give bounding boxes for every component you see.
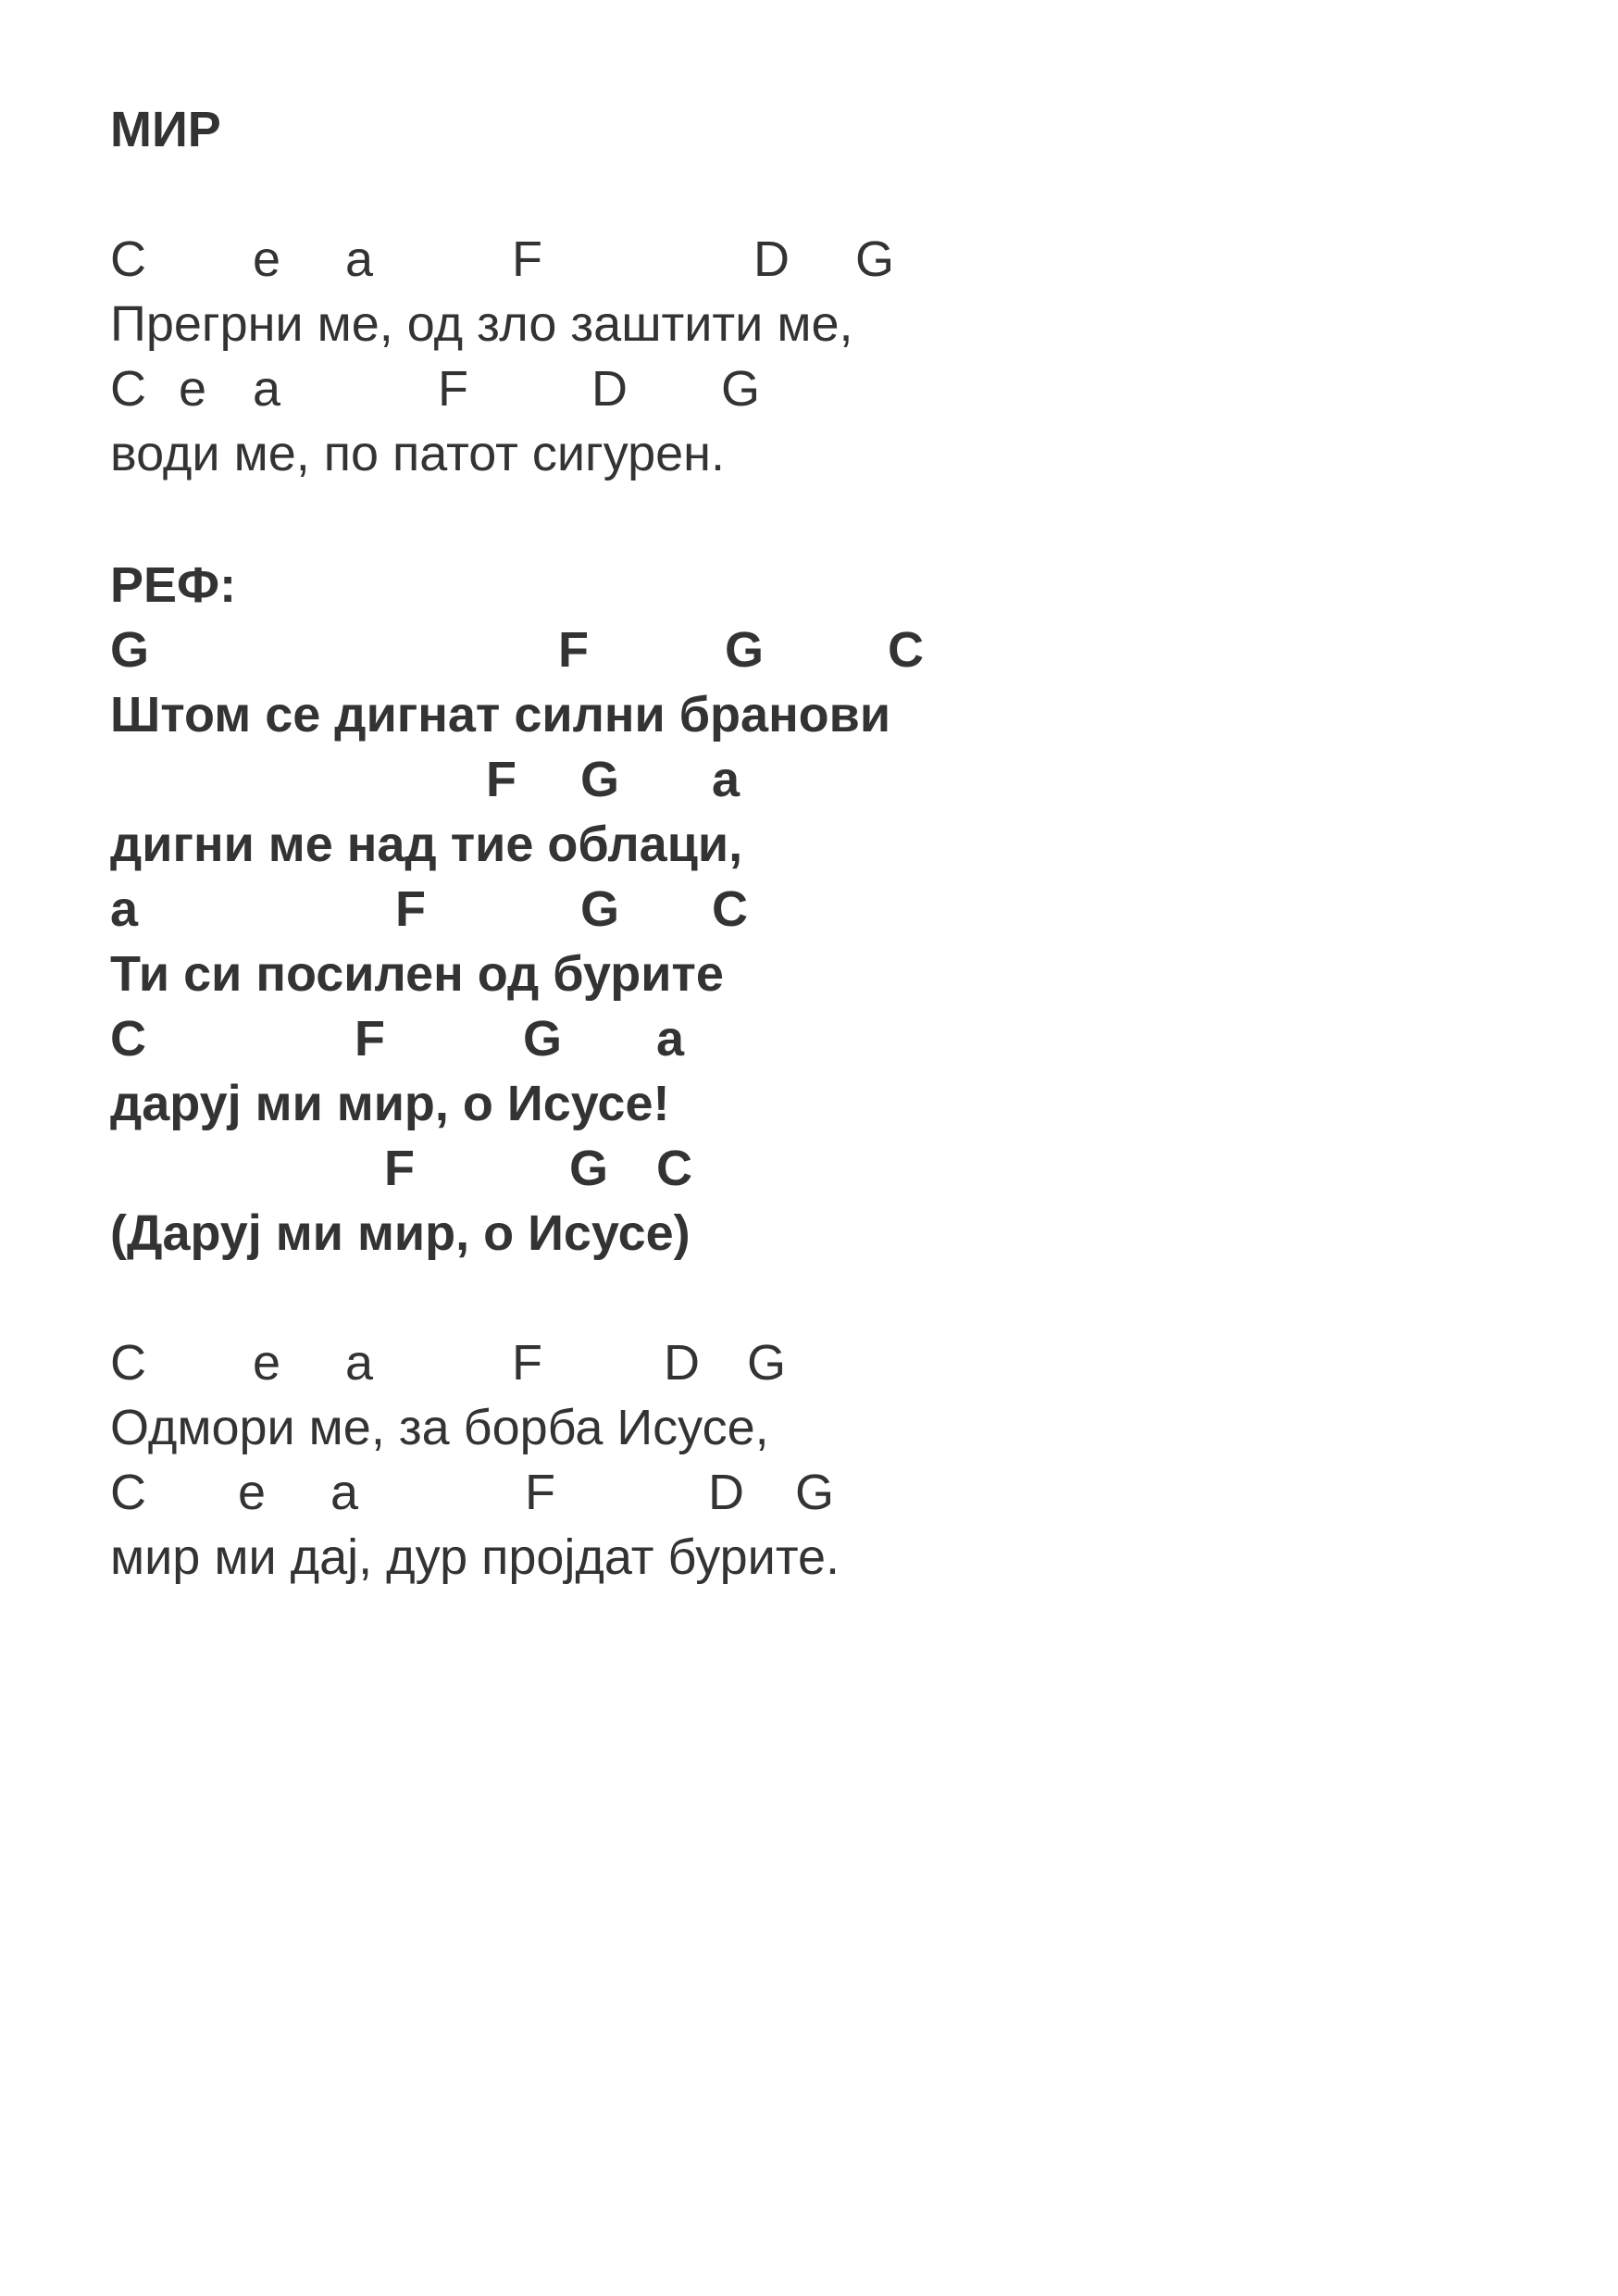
refrain-label: РЕФ:	[110, 557, 237, 613]
refrain-lyric-line-3: Ти си посилен од бурите	[110, 946, 724, 1002]
refrain-lyric-line-4: даруј ми мир, о Исусе!	[110, 1076, 670, 1131]
chord: C	[110, 1465, 146, 1520]
verse1-chord-line-2	[110, 356, 761, 421]
refrain-chord-line-1	[110, 618, 924, 682]
chord: D	[753, 231, 790, 287]
song-title: МИР	[110, 102, 221, 157]
chord: D	[591, 361, 628, 417]
verse1-lyric-line-2: води ме, по патот сигурен.	[110, 426, 725, 481]
chord: G	[855, 231, 895, 287]
refrain-lyric-line-1: Штом се дигнат силни бранови	[110, 687, 891, 742]
refrain-chord-line-4	[110, 1006, 685, 1071]
verse2-chord-line-2	[110, 1460, 835, 1525]
chord: C	[110, 361, 146, 417]
chord: C	[110, 231, 146, 287]
chord: C	[656, 1141, 692, 1196]
chord: C	[110, 1011, 146, 1067]
verse1-chord-line-1	[110, 227, 895, 292]
chord: F	[384, 1141, 415, 1196]
chord: F	[438, 361, 468, 417]
chord: e	[179, 361, 207, 417]
refrain-lyric-line-5: (Даруј ми мир, о Исусе)	[110, 1205, 691, 1261]
chord: F	[395, 881, 426, 937]
chord: G	[747, 1335, 787, 1391]
refrain-chord-line-3	[110, 877, 748, 942]
chord: F	[525, 1465, 555, 1520]
chord: F	[558, 622, 589, 678]
chord: C	[888, 622, 924, 678]
chord: e	[253, 231, 281, 287]
chord: a	[253, 361, 281, 417]
chord: F	[355, 1011, 385, 1067]
chord: D	[708, 1465, 744, 1520]
refrain-lyric-line-2: дигни ме над тие облаци,	[110, 817, 743, 872]
chord: D	[664, 1335, 700, 1391]
chord: e	[253, 1335, 281, 1391]
chord: a	[330, 1465, 359, 1520]
chord: F	[512, 1335, 542, 1391]
chord: a	[345, 1335, 374, 1391]
chord: a	[110, 881, 139, 937]
chord: a	[656, 1011, 685, 1067]
chord: G	[580, 752, 620, 807]
chord: C	[712, 881, 748, 937]
chord: G	[725, 622, 765, 678]
chord: a	[345, 231, 374, 287]
chord: G	[580, 881, 620, 937]
chord: e	[238, 1465, 267, 1520]
chord: G	[721, 361, 761, 417]
verse2-lyric-line-2: мир ми дај, дур пројдат бурите.	[110, 1529, 840, 1585]
chord: G	[110, 622, 150, 678]
chord: a	[712, 752, 741, 807]
chord: G	[523, 1011, 563, 1067]
verse2-chord-line-1	[110, 1330, 787, 1395]
chord: F	[512, 231, 542, 287]
verse2-lyric-line-1: Одмори ме, за борба Исусе,	[110, 1400, 769, 1455]
chord: G	[569, 1141, 609, 1196]
refrain-chord-line-2	[110, 747, 741, 812]
refrain-chord-line-5	[110, 1136, 692, 1201]
chord: G	[795, 1465, 835, 1520]
chord: C	[110, 1335, 146, 1391]
verse1-lyric-line-1: Прегрни ме, од зло заштити ме,	[110, 296, 853, 352]
chord: F	[486, 752, 517, 807]
